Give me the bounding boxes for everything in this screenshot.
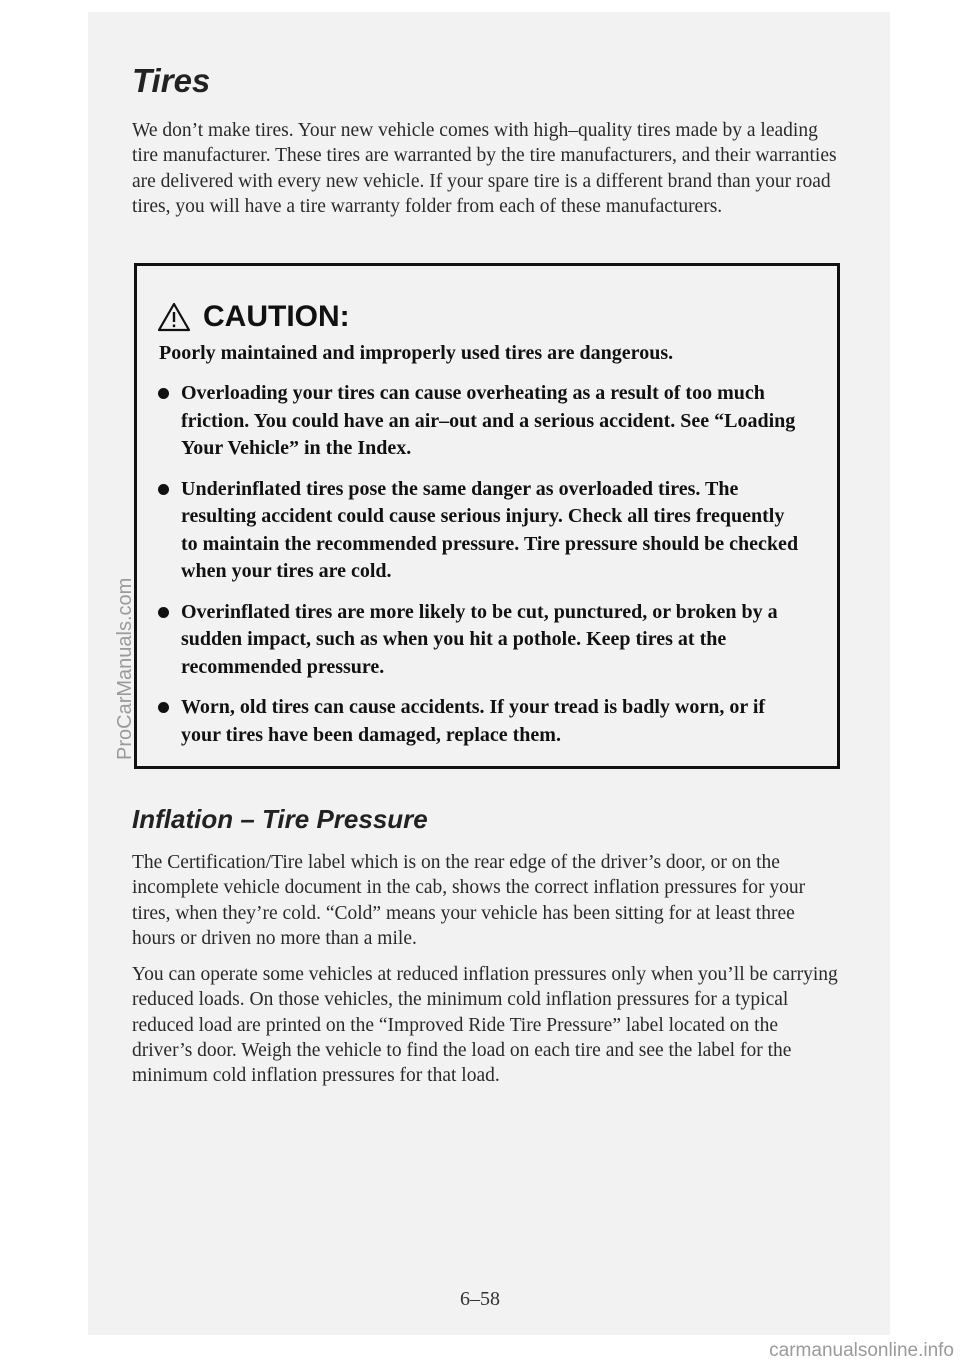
caution-lead: Poorly maintained and improperly used tires are dangerous. <box>159 342 674 364</box>
section-heading: Tires <box>132 62 211 99</box>
bullet-icon <box>158 607 169 618</box>
caution-box <box>134 263 840 769</box>
intro-paragraph: We don’t make tires. Your new vehicle comes with high–quality tires made by a leading tire manufacturer. These tires are warranted by the tire manufacturers, and their warranties are delivered with every new vehicle. If your spare tire is a different brand than your road tires, you will have a tire warranty folder from each of these manufacturers. <box>132 120 837 217</box>
list-item: Overloading your tires can cause overheating as a result of too much friction. You could have an air–out and a serious accident. See “Loading Your Vehicle” in the Index. <box>137 380 801 463</box>
subsection-heading: Inflation – Tire Pressure <box>132 804 428 834</box>
bullet-icon <box>158 702 169 713</box>
list-item: Underinflated tires pose the same danger as overloaded tires. The resulting accident could cause serious injury. Check all tires frequently to maintain the recommended pressure. Tire pressure should be checked when your tires are cold. <box>137 476 801 586</box>
bullet-icon <box>158 388 169 399</box>
side-watermark: ProCarManuals.com <box>114 577 136 760</box>
list-item: Worn, old tires can cause accidents. If your tread is badly worn, or if your tires have been damaged, replace them. <box>137 694 801 749</box>
bottom-watermark: carmanualsonline.info <box>769 1340 954 1361</box>
list-item: Overinflated tires are more likely to be cut, punctured, or broken by a sudden impact, such as when you hit a pothole. Keep tires at the recommended pressure. <box>137 599 801 682</box>
caution-label: CAUTION: <box>203 300 350 333</box>
warning-triangle-icon <box>157 302 191 332</box>
caution-bullets <box>137 380 837 762</box>
paragraph-inflation-2: You can operate some vehicles at reduced inflation pressures only when you’ll be carrying reduced loads. On those vehicles, the minimum cold inflation pressures for a typical reduced load are printed on the “Improved Ride Tire Pressure” label located on the driver’s door. Weigh the vehicle to find the load on each tire and see the label for the minimum cold inflation pressures for that load. <box>132 964 838 1087</box>
caution-title <box>157 300 350 334</box>
page-number: 6–58 <box>460 1288 500 1310</box>
bullet-icon <box>158 484 169 495</box>
paragraph-inflation-1: The Certification/Tire label which is on the rear edge of the driver’s door, or on the incomplete vehicle document in the cab, shows the correct inflation pressures for your tires, when they’re cold. “Cold” means your vehicle has been sitting for at least three hours or driven no more than a mile. <box>132 852 806 949</box>
